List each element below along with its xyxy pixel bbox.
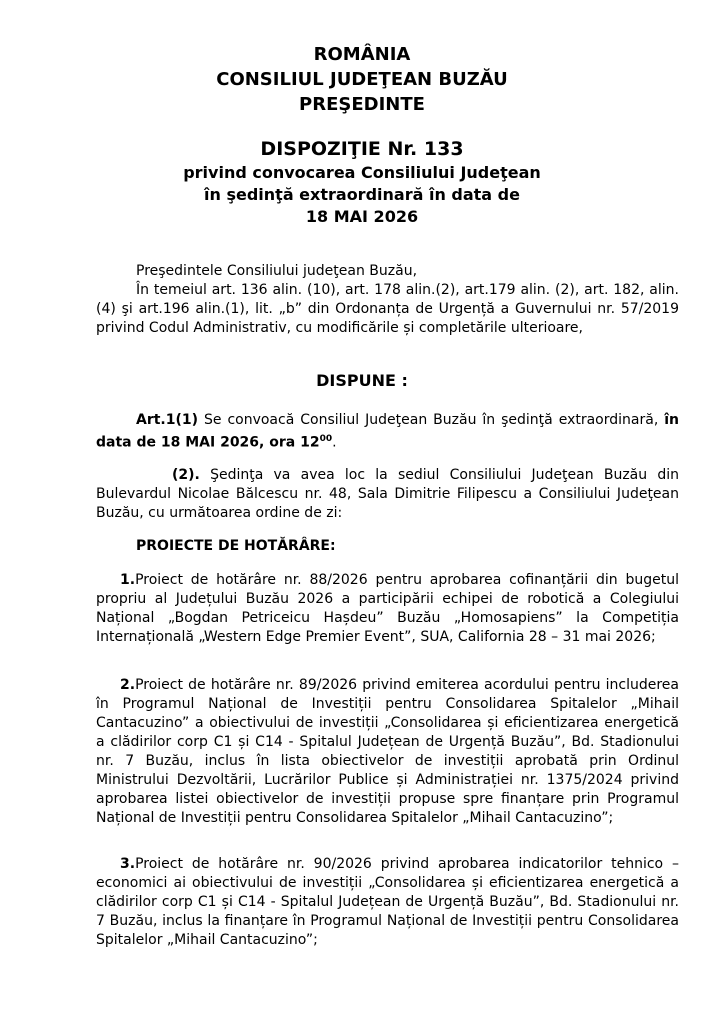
document-title: DISPOZIŢIE Nr. 133 [260,138,464,160]
document-header [0,42,724,117]
list-item-text: Proiect de hotărâre nr. 89/2026 privind emiterea acordului pentru includerea în Programul Național de Investiții pentru Consolidarea Spitalelor „Mihail Cantacuzino” a obiectivului de investiții „Consolidarea și eficientizarea energetică a clădirilor corp C1 și C14 - Spitalul Județean de Urgență Buzău”, Bd. Stadionului nr. 7 Buzău, inclus în lista obiectivelor de investiții aprobată prin Ordinul Ministrului Dezvoltării, Lucrărilor Publice și Administrației nr. 1375/2024 privind aprobarea listei obiectivelor de investiții propuse spre finanțare prin Programul Național de Investiții pentru Consolidarea Spitalelor „Mihail Cantacuzino”; [96,677,679,826]
section-heading-projects: PROIECTE DE HOTĂRÂRE: [136,538,336,554]
list-item [96,676,679,828]
list-item-number: 3. [120,856,136,872]
article-1-paragraph-2 [96,466,679,523]
list-item [96,855,679,950]
preamble-legal-basis: În temeiul art. 136 alin. (10), art. 178 alin.(2), art.179 alin. (2), art. 182, alin. (4) şi art.196 alin.(1), lit. „b” din Ordonanța de Urgență a Guvernului nr. 57/2019 privind Codul Administrativ, cu modificările și completările ulterioare, [96,282,679,336]
article-1-label: Art.1(1) [136,412,199,428]
list-item-number: 1. [120,572,136,588]
list-item-text: Proiect de hotărâre nr. 88/2026 pentru aprobarea cofinanțării din bugetul propriu al Județului Buzău 2026 a participării echipei de robotică a Colegiului Național „Bogdan Petriceicu Hașdeu” Buzău „Homosapiens” la Competiția Internațională „Western Edge Premier Event”, SUA, California 28 – 31 mai 2026; [96,572,679,645]
preamble-issuer: Preşedintele Consiliului judeţean Buzău, [136,263,418,279]
header-office: PREŞEDINTE [299,94,425,115]
article-1-time-superscript: 00 [319,434,333,444]
article-1-2-text: Şedinţa va avea loc la sediul Consiliului Judeţean Buzău din Bulevardul Nicolae Bălcescu nr. 48, Sala Dimitrie Filipescu a Consiliului Judeţean Buzău, cu următoarea ordine de zi: [96,467,679,521]
header-institution: CONSILIUL JUDEŢEAN BUZĂU [216,69,508,90]
document-subtitle-line-1: privind convocarea Consiliului Judeţean [183,163,541,182]
dispune-heading: DISPUNE : [316,371,408,390]
list-item-text: Proiect de hotărâre nr. 90/2026 privind aprobarea indicatorilor tehnico – economici ai obiectivului de investiții „Consolidarea și eficientizarea energetică a clădirilor corp C1 și C14 - Spitalul Județean de Urgență Buzău”, Bd. Stadionului nr. 7 Buzău, inclus la finanțare în Programul Național de Investiții pentru Consolidarea Spitalelor „Mihail Cantacuzino”; [96,856,679,948]
article-1-end: . [332,434,337,451]
article-1-text: Se convoacă Consiliul Judeţean Buzău în şedinţă extraordinară, [198,412,665,428]
document-title-block [0,136,724,228]
document-subtitle-line-2: în şedinţă extraordinară în data de [204,185,520,204]
article-1-2-label: (2). [172,467,200,483]
article-1-paragraph-1 [96,411,679,453]
list-item-number: 2. [120,677,136,693]
article-1-date: în data de 18 MAI 2026, ora 12 [96,412,679,451]
document-subtitle-date: 18 MAI 2026 [305,207,419,226]
header-country: ROMÂNIA [313,44,411,65]
list-item [96,571,679,647]
